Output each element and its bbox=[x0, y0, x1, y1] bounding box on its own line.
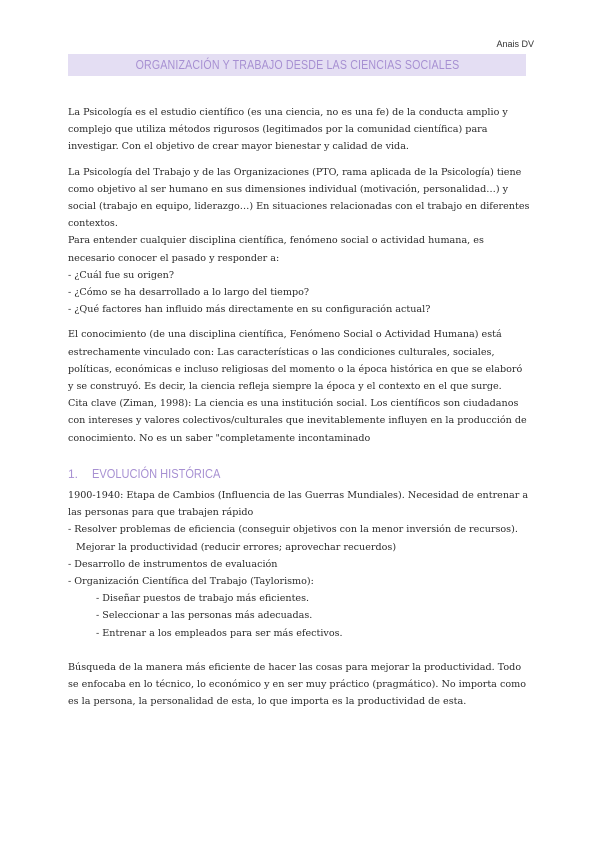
section-heading bbox=[68, 465, 530, 483]
list-item: - Desarrollo de instrumentos de evaluación bbox=[68, 558, 278, 570]
sub-list-item: - Seleccionar a las personas más adecuadas. bbox=[96, 610, 313, 622]
sub-list-item: - Diseñar puestos de trabajo más eficientes. bbox=[96, 593, 310, 605]
sub-list-item: - Entrenar a los empleados para ser más efectivos. bbox=[96, 627, 343, 639]
intro-paragraph-4: El conocimiento (de una disciplina científica, Fenómeno Social o Actividad Humana) está estrechamente vinculado con: Las características o las condiciones culturales, sociales, políticas, económicas e incluso religiosas del momento o la época histórica en que se elaboró y se construyó. Es decir, la ciencia refleja siempre la época y el contexto en el que surge. bbox=[68, 329, 523, 393]
intro-paragraph-2: La Psicología del Trabajo y de las Organizaciones (PTO, rama aplicada de la Psicología) tiene como objetivo al ser humano en sus dimensiones individual (motivación, personalidad…) y social (trabajo en equipo, liderazgo…) En situaciones relacionadas con el trabajo en diferentes contextos. bbox=[68, 166, 530, 230]
section-title: EVOLUCIÓN HISTÓRICA bbox=[92, 465, 221, 481]
intro-paragraph-1: La Psicología es el estudio científico (es una ciencia, no es una fe) de la conducta amplio y complejo que utiliza métodos rigurosos (legitimados por la comunidad científica) para investigar. Con el objetivo de crear mayor bienestar y calidad de vida. bbox=[68, 107, 508, 153]
section-number: 1. bbox=[68, 466, 79, 481]
question-item: - ¿Cuál fue su origen? bbox=[68, 269, 174, 281]
document-title-banner bbox=[68, 54, 526, 76]
list-item: - Organización Científica del Trabajo (Taylorismo): bbox=[68, 576, 314, 588]
author-name: Anais DV bbox=[496, 39, 534, 49]
key-quote-paragraph: Cita clave (Ziman, 1998): La ciencia es una institución social. Los científicos son ciudadanos con intereses y valores colectivos/culturales que inevitablemente influyen en la producción de conocimiento. No es un saber "completamente incontaminado bbox=[68, 398, 527, 444]
document-title: ORGANIZACIÓN Y TRABAJO DESDE LAS CIENCIAS SOCIALES bbox=[135, 58, 459, 72]
question-item: - ¿Qué factores han influido más directamente en su configuración actual? bbox=[68, 304, 431, 316]
document-body bbox=[68, 104, 530, 711]
section-paragraph-1: 1900-1940: Etapa de Cambios (Influencia de las Guerras Mundiales). Necesidad de entrenar a las personas para que trabajen rápido bbox=[68, 490, 529, 519]
list-item: - Resolver problemas de eficiencia (conseguir objetivos con la menor inversión de recursos). Mejorar la productividad (reducir errores; aprovechar recuerdos) bbox=[68, 524, 518, 553]
intro-paragraph-3: Para entender cualquier disciplina científica, fenómeno social o actividad humana, es necesario conocer el pasado y responder a: bbox=[68, 235, 484, 264]
question-item: - ¿Cómo se ha desarrollado a lo largo del tiempo? bbox=[68, 287, 310, 299]
section-paragraph-2: Búsqueda de la manera más eficiente de hacer las cosas para mejorar la productividad. Todo se enfocaba en lo técnico, lo económico y en ser muy práctico (pragmático). No importa como es la persona, la personalidad de esta, lo que importa es la productividad de esta. bbox=[68, 661, 526, 708]
